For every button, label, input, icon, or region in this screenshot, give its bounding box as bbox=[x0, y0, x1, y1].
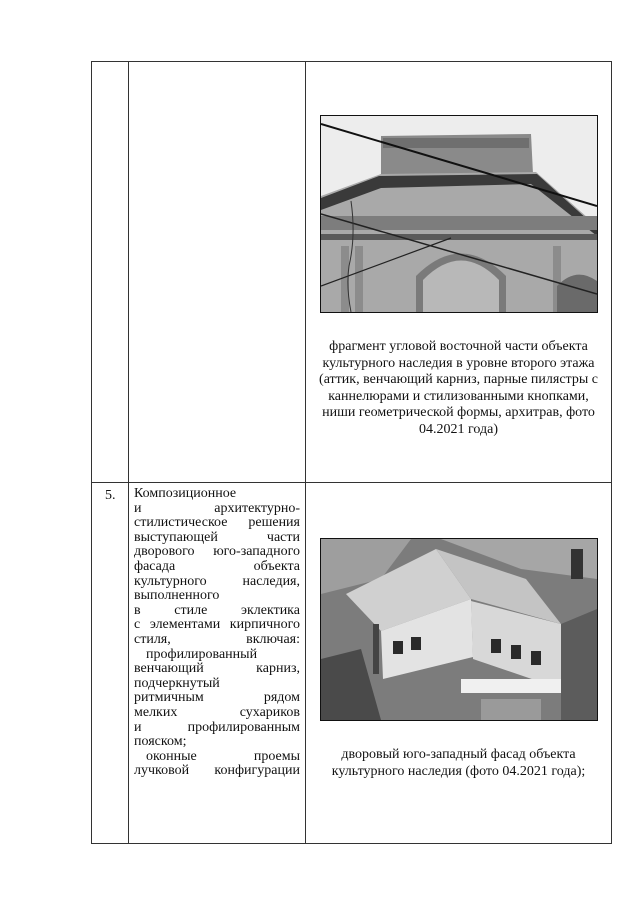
row-number: 5. bbox=[105, 488, 116, 503]
photo-caption: дворовый юго-западный фасад объекта культурного наследия (фото 04.2021 года); bbox=[331, 747, 586, 779]
description-line: оконные проемы bbox=[146, 748, 300, 764]
photo-caption: фрагмент угловой восточной части объекта культурного наследия в уровне второго этажа (аттик, венчающий карниз, парные пилястры с каннелюрами и стилизованными кнопками, ниши геометрической формы, архитрав, фото 04.2021 года) bbox=[319, 339, 598, 437]
description-text bbox=[129, 483, 305, 779]
description-line: подчеркнутый bbox=[134, 675, 220, 691]
table-row bbox=[92, 483, 612, 844]
description-line: выступающей части bbox=[134, 529, 300, 545]
description-line: венчающий карниз, bbox=[134, 661, 300, 677]
description-line: в стиле эклектика bbox=[134, 602, 300, 618]
heritage-table bbox=[91, 61, 612, 844]
row-number-cell bbox=[92, 483, 129, 844]
description-line: и профилированным bbox=[134, 719, 300, 735]
description-line: культурного наследия, bbox=[134, 573, 300, 589]
description-line: лучковой конфигурации bbox=[134, 763, 300, 779]
row-number-cell bbox=[92, 62, 129, 483]
description-line: мелких сухариков bbox=[134, 704, 300, 720]
description-line: стилистическое решения bbox=[134, 515, 300, 531]
description-line: стиля, включая: bbox=[134, 631, 300, 647]
description-line: фасада объекта bbox=[134, 558, 300, 574]
aerial-courtyard-photo bbox=[320, 538, 598, 721]
photo-cell bbox=[306, 62, 612, 483]
description-cell bbox=[129, 62, 306, 483]
photo-cell bbox=[306, 483, 612, 844]
description-line: с элементами кирпичного bbox=[134, 617, 300, 633]
description-line: профилированный bbox=[146, 646, 258, 662]
table-row bbox=[92, 62, 612, 483]
description-line: Композиционное bbox=[134, 486, 237, 501]
description-line: и архитектурно- bbox=[134, 500, 300, 516]
description-cell bbox=[129, 483, 306, 844]
row-number bbox=[92, 62, 128, 67]
description-line: ритмичным рядом bbox=[134, 690, 300, 706]
description-line: выполненного bbox=[134, 588, 220, 604]
building-facade-photo bbox=[320, 115, 598, 313]
description-line: дворового юго-западного bbox=[134, 544, 300, 560]
description-line: пояском; bbox=[134, 734, 187, 750]
